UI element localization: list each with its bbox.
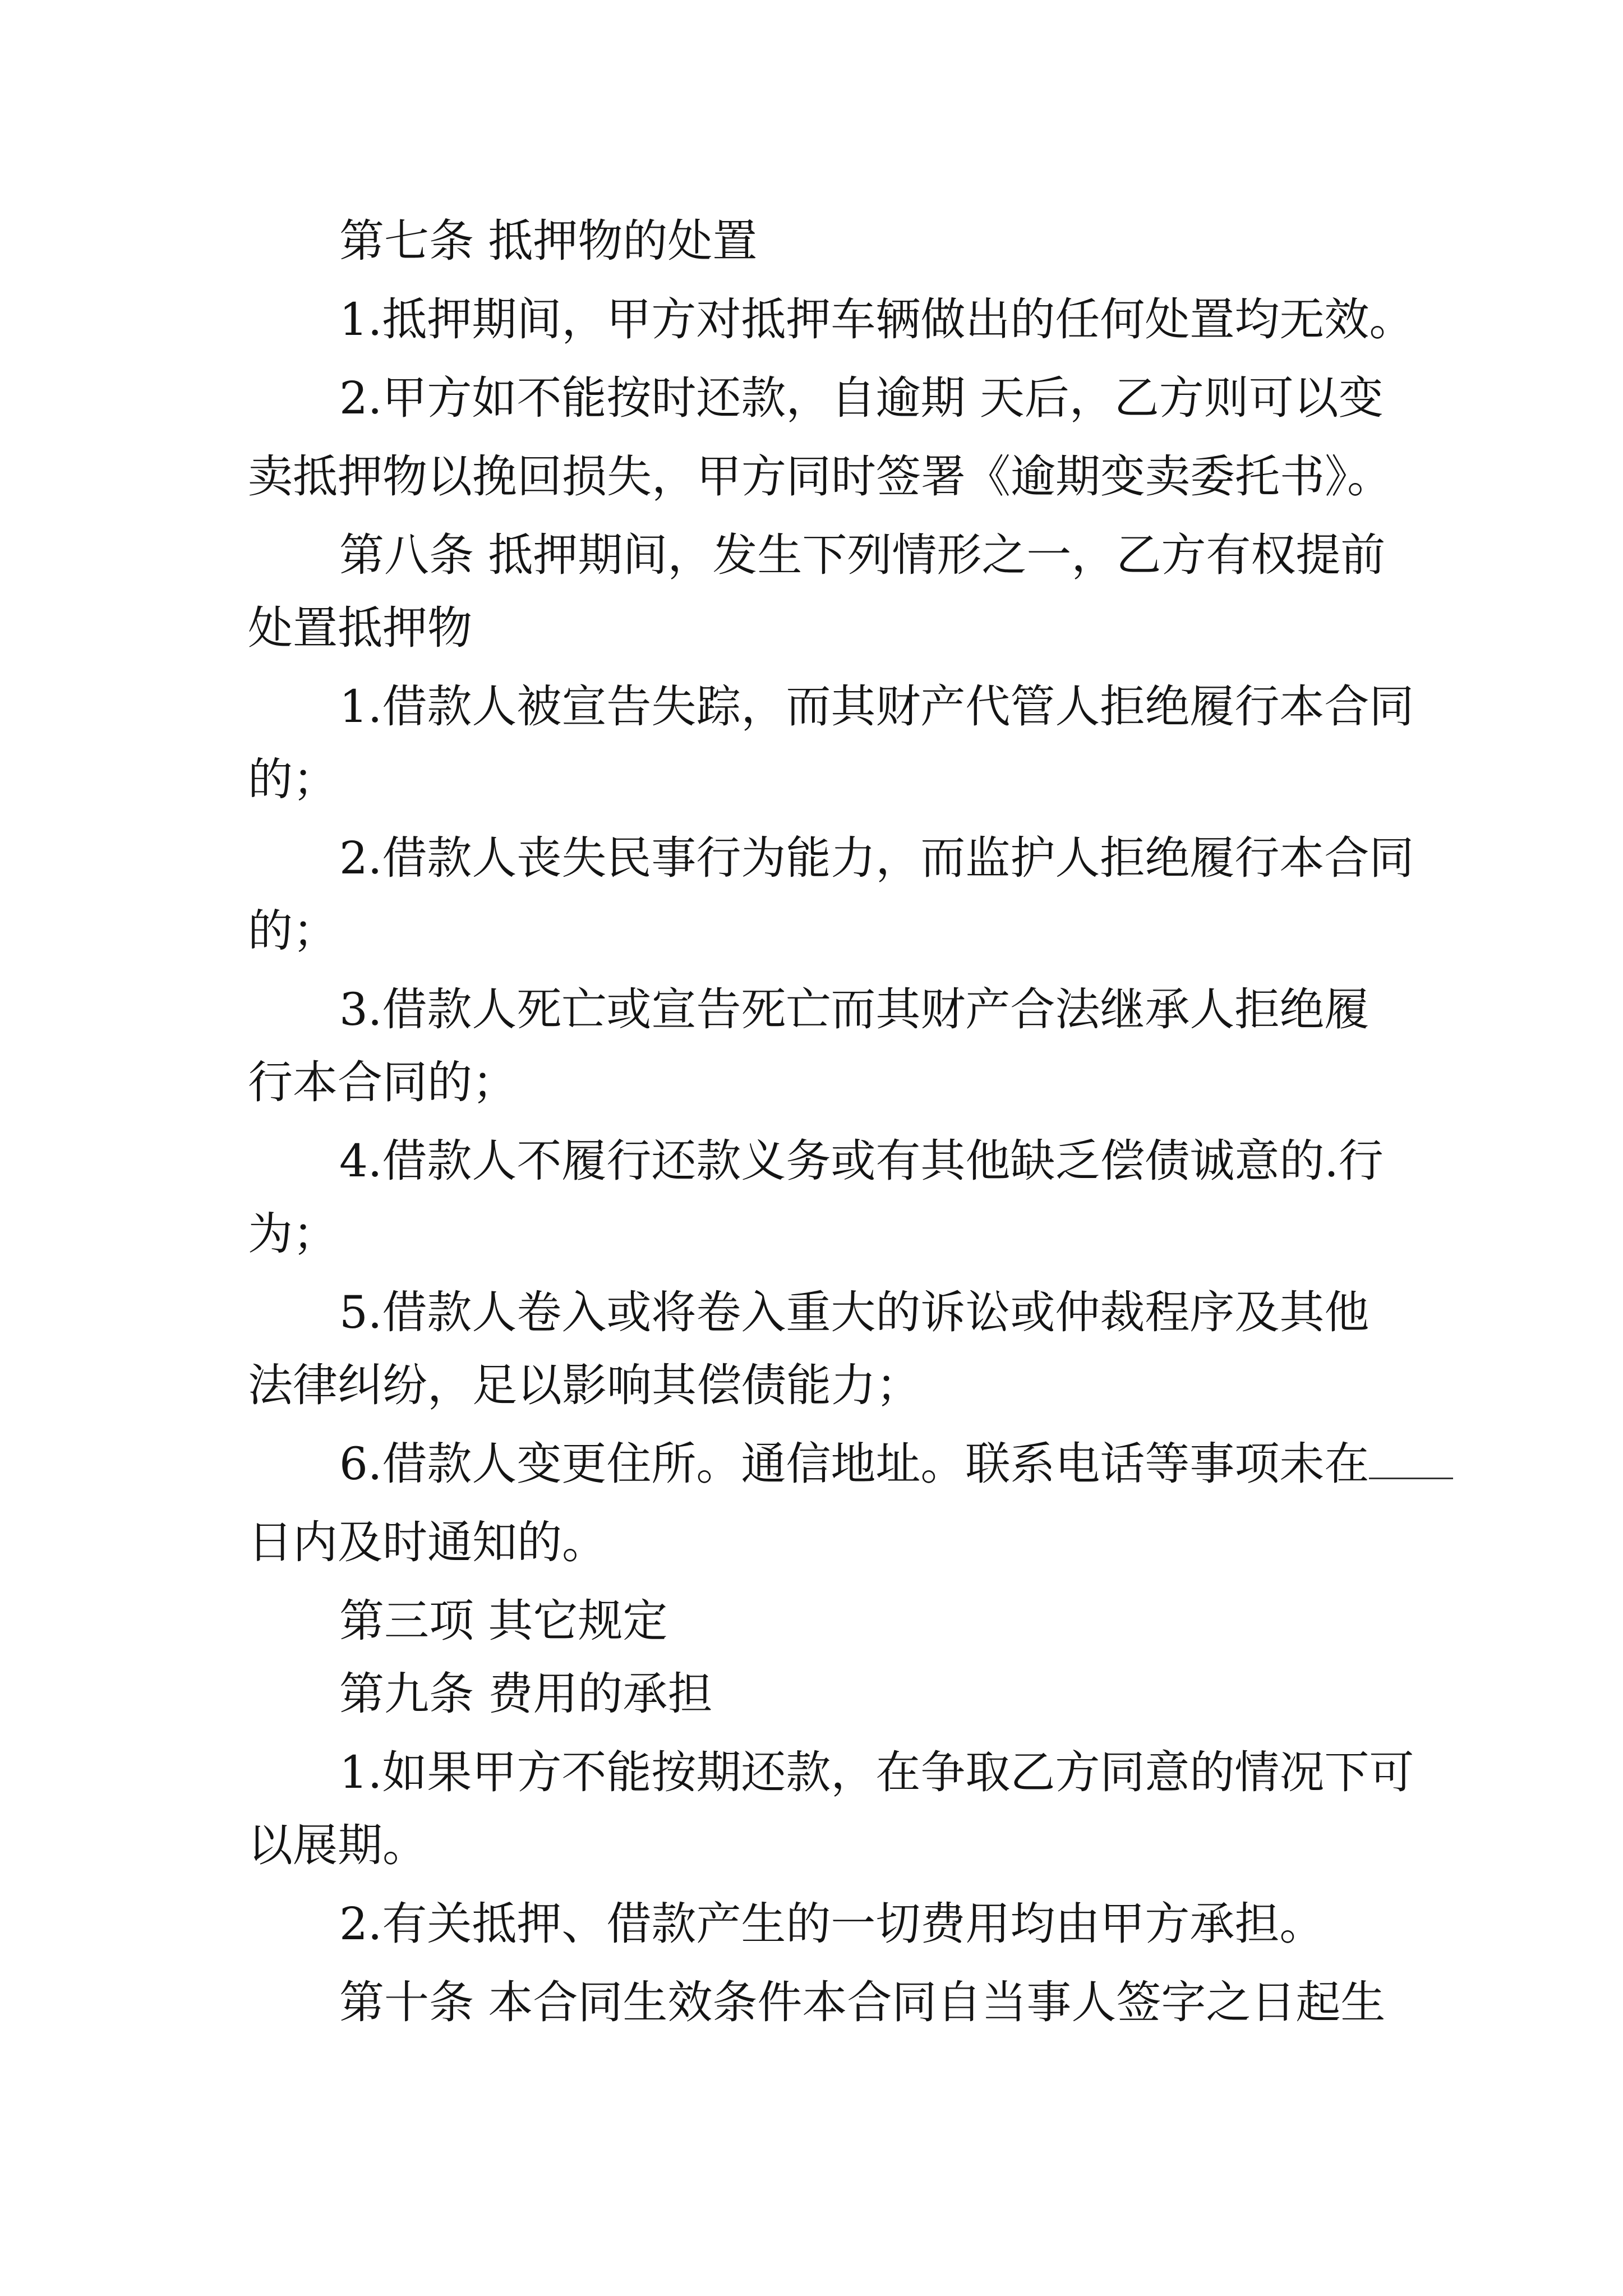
paragraph-line-with-blank bbox=[339, 1436, 1453, 1492]
fill-in-blank bbox=[1369, 1444, 1453, 1479]
paragraph-line: 处置抵押物 bbox=[248, 602, 472, 654]
paragraph-line: 卖抵押物以挽回损失，甲方同时签署《逾期变卖委托书》。 bbox=[248, 450, 1392, 503]
paragraph-line: 3.借款人死亡或宣告死亡而其财产合法继承人拒绝履 bbox=[339, 983, 1370, 1036]
paragraph-line: 1.抵押期间，甲方对抵押车辆做出的任何处置均无效。 bbox=[339, 293, 1414, 346]
paragraph-line: 2.甲方如不能按时还款，自逾期 天后，乙方则可以变 bbox=[339, 372, 1384, 424]
paragraph-line: 的； bbox=[248, 905, 338, 957]
paragraph-line: 1.借款人被宣告失踪，而其财产代管人拒绝履行本合同 bbox=[339, 680, 1414, 733]
paragraph-line: 日内及时通知的。 bbox=[248, 1516, 607, 1568]
paragraph-line: 2.有关抵押、借款产生的一切费用均由甲方承担。 bbox=[339, 1898, 1325, 1950]
paragraph-line: 以展期。 bbox=[248, 1819, 427, 1871]
paragraph-line: 法律纠纷，足以影响其偿债能力； bbox=[248, 1359, 921, 1411]
paragraph-line: 的； bbox=[248, 753, 338, 806]
article-9-heading: 第九条 费用的承担 bbox=[339, 1668, 713, 1720]
paragraph-line: 为； bbox=[248, 1208, 338, 1260]
article-8-heading: 第八条 抵押期间，发生下列情形之一，乙方有权提前 bbox=[339, 529, 1386, 581]
paragraph-line: 5.借款人卷入或将卷入重大的诉讼或仲裁程序及其他 bbox=[339, 1286, 1370, 1338]
paragraph-text: 6.借款人变更住所。通信地址。联系电话等事项未在 bbox=[339, 1438, 1370, 1490]
article-10-heading: 第十条 本合同生效条件本合同自当事人签字之日起生 bbox=[339, 1976, 1386, 2028]
paragraph-line: 4.借款人不履行还款义务或有其他缺乏偿债诚意的.行 bbox=[339, 1135, 1384, 1187]
paragraph-line: 1.如果甲方不能按期还款，在争取乙方同意的情况下可 bbox=[339, 1746, 1414, 1798]
article-7-heading: 第七条 抵押物的处置 bbox=[339, 215, 758, 267]
paragraph-line: 2.借款人丧失民事行为能力，而监护人拒绝履行本合同 bbox=[339, 832, 1414, 884]
section-3-heading: 第三项 其它规定 bbox=[339, 1595, 668, 1647]
paragraph-line: 行本合同的； bbox=[248, 1056, 517, 1108]
